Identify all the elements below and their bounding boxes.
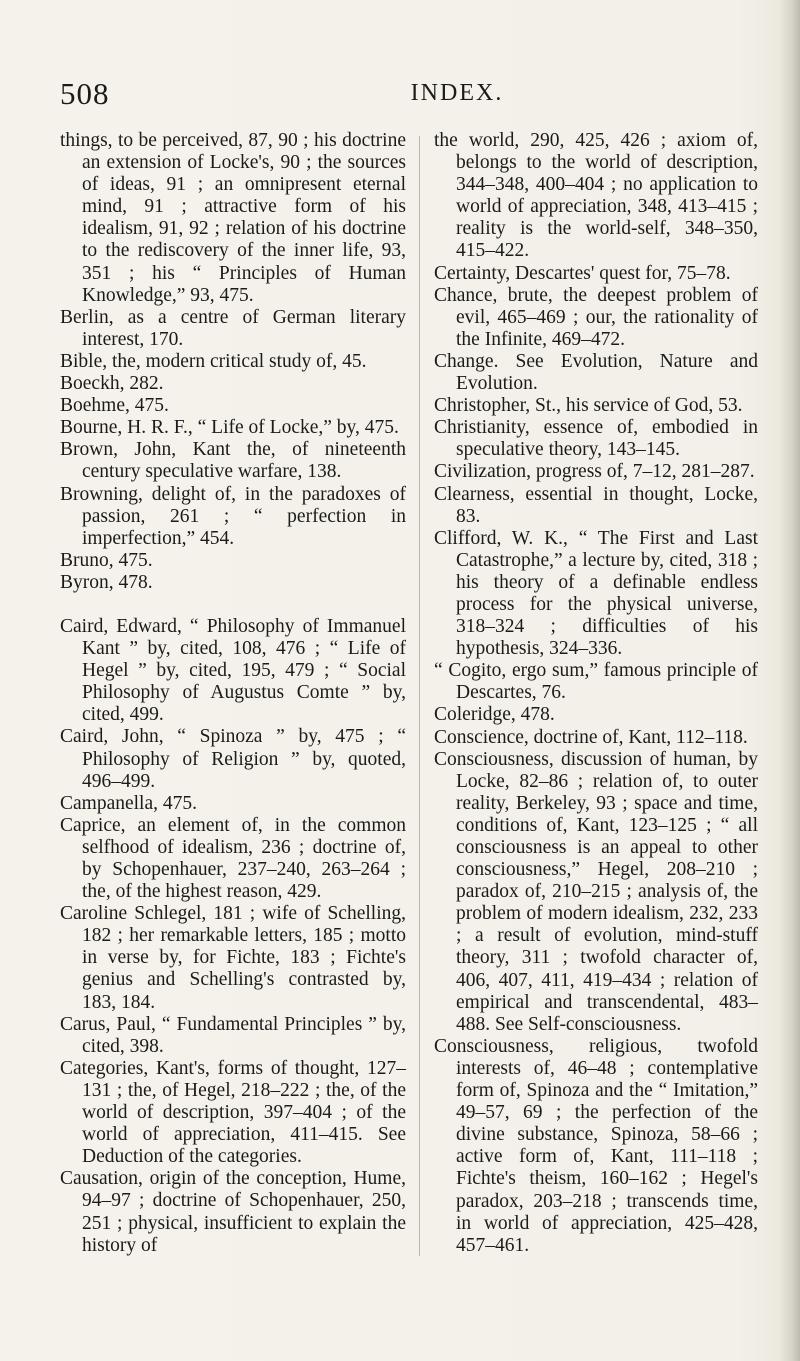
page-edge-shadow	[778, 0, 800, 1361]
index-entry: Boeckh, 282.	[60, 373, 164, 395]
page-number: 508	[60, 76, 110, 111]
index-column-right	[434, 130, 758, 1257]
index-entry: Clifford, W. K., “ The First and Last Catastrophe,” a lecture by, cited, 318 ; his theory of a definable endless process for the physical universe, 318–324 ; difficulties of his hypothesis, 324–336.	[434, 527, 758, 660]
index-entry: Christianity, essence of, embodied in speculative theory, 143–145.	[434, 417, 758, 461]
index-entry: Berlin, as a centre of German literary interest, 170.	[60, 306, 406, 350]
index-entry: Boehme, 475.	[60, 395, 169, 417]
index-entry: Categories, Kant's, forms of thought, 127–131 ; the, of Hegel, 218–222 ; the, of the world of description, 397–404 ; of the world of appreciation, 411–415. See Deduction of the categories.	[60, 1057, 406, 1168]
index-entry: Certainty, Descartes' quest for, 75–78.	[434, 262, 731, 284]
index-entry: Causation, origin of the conception, Hume, 94–97 ; doctrine of Schopenhauer, 250, 251 ; physical, insufficient to explain the history of	[60, 1168, 406, 1256]
index-entry: Chance, brute, the deepest problem of evil, 465–469 ; our, the rationality of the Infinite, 469–472.	[434, 284, 758, 350]
index-entry: things, to be perceived, 87, 90 ; his doctrine an extension of Locke's, 90 ; the sources of ideas, 91 ; an omnipresent eternal mind, 91 ; attractive form of his idealism, 91, 92 ; relation of his doctrine to the rediscovery of the inner life, 93, 351 ; his “ Principles of Human Knowledge,” 93, 475.	[60, 130, 406, 306]
index-entry: Carus, Paul, “ Fundamental Principles ” by, cited, 398.	[60, 1013, 406, 1057]
index-entry: Bible, the, modern critical study of, 45.	[60, 350, 367, 372]
index-entry: Caird, John, “ Spinoza ” by, 475 ; “ Philosophy of Religion ” by, quoted, 496–499.	[60, 726, 406, 792]
index-entry: Christopher, St., his service of God, 53.	[434, 395, 743, 417]
index-entry: Consciousness, discussion of human, by Locke, 82–86 ; relation of, to outer reality, Berkeley, 93 ; space and time, conditions of, Kant, 123–125 ; “ all consciousness is an appeal to other consciousness,” Hegel, 208–210 ; paradox of, 210–215 ; analysis of, the problem of modern idealism, 232, 233 ; a result of evolution, mind-stuff theory, 311 ; twofold character of, 406, 407, 411, 419–434 ; relation of empirical and transcendental, 483–488. See Self-consciousness.	[434, 748, 758, 1035]
index-entry: Byron, 478.	[60, 571, 153, 593]
index-entry: the world, 290, 425, 426 ; axiom of, belongs to the world of description, 344–348, 400–404 ; no application to world of appreciation, 348, 413–415 ; reality is the world-self, 348–350, 415–422.	[434, 130, 758, 262]
index-entry: “ Cogito, ergo sum,” famous principle of Descartes, 76.	[434, 660, 758, 704]
index-entry: Conscience, doctrine of, Kant, 112–118.	[434, 726, 748, 748]
index-column-left	[60, 130, 406, 1257]
index-entry: Caroline Schlegel, 181 ; wife of Schelling, 182 ; her remarkable letters, 185 ; motto in verse by, for Fichte, 183 ; Fichte's genius and Schelling's contrasted by, 183, 184.	[60, 903, 406, 1013]
index-entry: Bourne, H. R. F., “ Life of Locke,” by, 475.	[60, 417, 399, 439]
index-entry: Browning, delight of, in the paradoxes of passion, 261 ; “ perfection in imperfection,” 454.	[60, 483, 406, 549]
column-divider	[419, 136, 420, 1256]
index-entry: Civilization, progress of, 7–12, 281–287.	[434, 461, 755, 483]
index-entry: Change. See Evolution, Nature and Evolution.	[434, 350, 758, 395]
index-entry: Consciousness, religious, twofold interests of, 46–48 ; contemplative form of, Spinoza and the “ Imitation,” 49–57, 69 ; the perfection of the divine substance, Spinoza, 58–66 ; active form of, Kant, 111–118 ; Fichte's theism, 160–162 ; Hegel's paradox, 203–218 ; transcends time, in world of appreciation, 425–428, 457–461.	[434, 1035, 758, 1256]
index-entry: Coleridge, 478.	[434, 704, 555, 726]
index-entry: Clearness, essential in thought, Locke, 83.	[434, 483, 758, 527]
index-entry: Brown, John, Kant the, of nineteenth century speculative warfare, 138.	[60, 439, 406, 483]
index-entry: Campanella, 475.	[60, 792, 198, 814]
index-entry: Caird, Edward, “ Philosophy of Immanuel Kant ” by, cited, 108, 476 ; “ Life of Hegel ” by, cited, 195, 479 ; “ Social Philosophy of Augustus Comte ” by, cited, 499.	[60, 615, 406, 726]
index-entry: Caprice, an element of, in the common selfhood of idealism, 236 ; doctrine of, by Schopenhauer, 237–240, 263–264 ; the, of the highest reason, 429.	[60, 814, 406, 903]
index-entry: Bruno, 475.	[60, 549, 153, 571]
running-head: INDEX.	[410, 80, 504, 106]
